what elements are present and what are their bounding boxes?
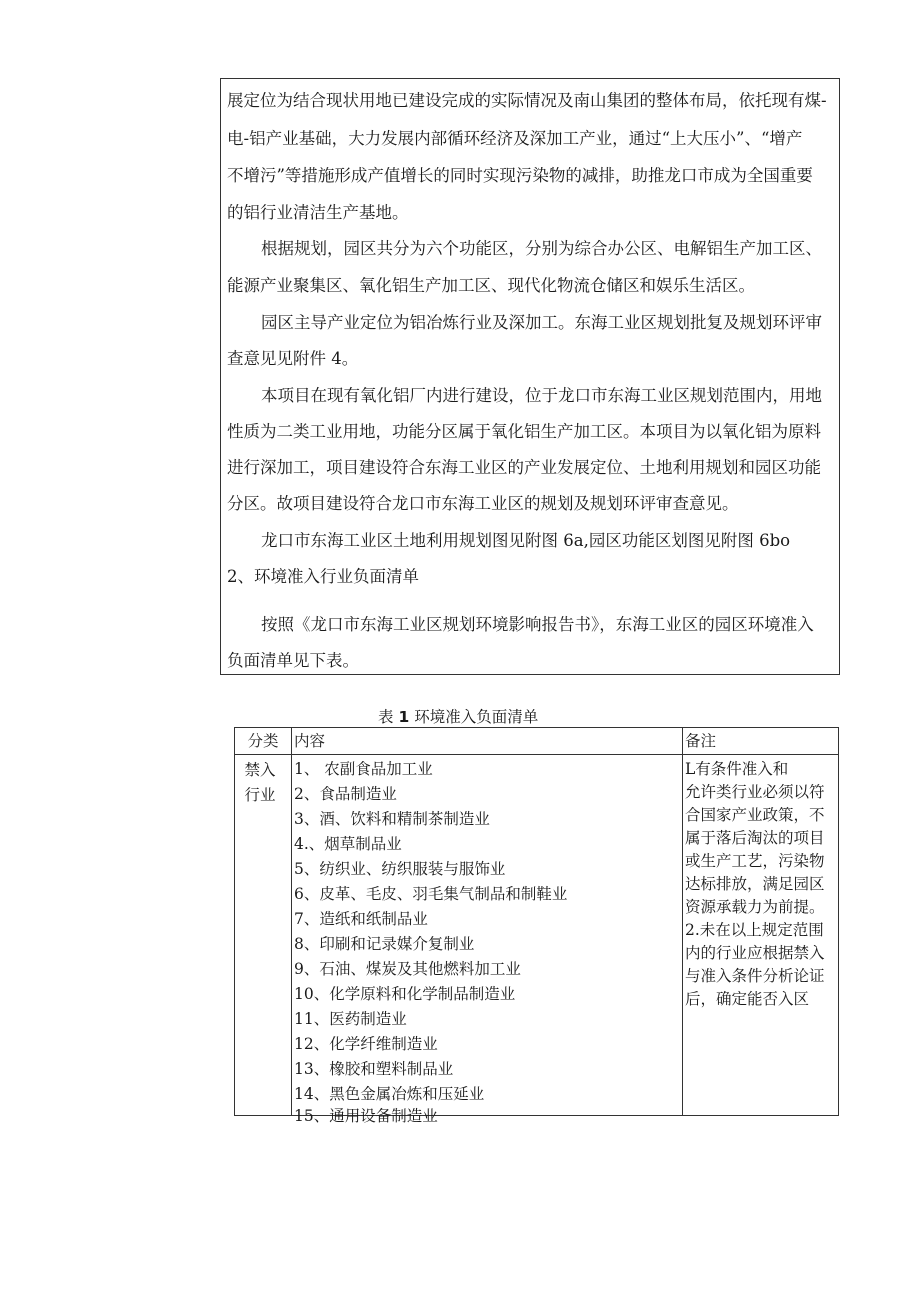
text-line: 分区。故项目建设符合龙口市东海工业区的规划及规划环评审查意见。 [227, 494, 739, 513]
text-box [220, 78, 840, 675]
list-item: 12、化学纤维制造业 [294, 1035, 438, 1053]
header-cell: 内容 [292, 728, 683, 755]
header-cell: 分类 [235, 728, 292, 755]
list-item: 9、石油、煤炭及其他燃料加工业 [294, 960, 521, 978]
text-line: 电-铝产业基础，大力发展内部循环经济及深加工产业，通过“上大压小”、“增产 [227, 129, 803, 148]
list-item: 11、医药制造业 [294, 1010, 407, 1028]
text-line: 不增污”等措施形成产值增长的同时实现污染物的减排，助推龙口市成为全国重要 [227, 166, 813, 185]
header-cell: 备注 [683, 728, 839, 755]
list-item: 10、化学原料和化学制品制造业 [294, 985, 516, 1003]
list-item: 1、 农副食品加工业 [294, 760, 433, 778]
text-line: 性质为二类工业用地，功能分区属于氧化铝生产加工区。本项目为以氧化铝为原料 [227, 422, 821, 441]
remark-line: 或生产工艺，污染物 [685, 852, 825, 870]
section-heading: 2、环境准入行业负面清单 [227, 567, 419, 586]
list-item: 5、纺织业、纺织服装与服饰业 [294, 860, 506, 878]
list-item: 13、橡胶和塑料制品业 [294, 1060, 454, 1078]
list-item: 14、黑色金属冶炼和压延业 [294, 1085, 485, 1103]
text-line: 的铝行业清洁生产基地。 [227, 203, 409, 222]
table-header-row [235, 728, 839, 755]
table-caption: 表 1 环境准入负面清单 [378, 708, 539, 726]
remark-line: 合国家产业政策，不 [685, 806, 825, 824]
remark-line: 允许类行业必须以符 [685, 783, 825, 801]
text-line: 园区主导产业定位为铝冶炼行业及深加工。东海工业区规划批复及规划环评审 [261, 313, 822, 332]
list-item: 4.、烟草制品业 [294, 835, 402, 853]
negative-list-table [234, 727, 839, 1125]
remarks-cell [683, 755, 839, 1116]
text-line: 按照《龙口市东海工业区规划环境影响报告书》，东海工业区的园区环境准入 [261, 615, 814, 634]
list-item: 8、印刷和记录媒介复制业 [294, 935, 475, 953]
category-cell [235, 755, 292, 1116]
text-line: 能源产业聚集区、氧化铝生产加工区、现代化物流仓储区和娱乐生活区。 [227, 276, 755, 295]
text-line: 展定位为结合现状用地已建设完成的实际情况及南山集团的整体布局，依托现有煤- [227, 91, 827, 110]
remark-line: 内的行业应根据禁入 [685, 944, 825, 962]
list-item: 15、通用设备制造业 [294, 1107, 438, 1125]
list-item: 3、酒、饮料和精制茶制造业 [294, 810, 490, 828]
remark-line: 资源承载力为前提。 [685, 898, 825, 916]
category-text: 禁入 行业 [244, 761, 276, 804]
remark-line: L有条件准入和 [685, 760, 789, 778]
remark-line: 2.未在以上规定范围 [685, 921, 824, 939]
remark-line: 属于落后淘汰的项目 [685, 829, 825, 847]
text-line: 本项目在现有氧化铝厂内进行建设，位于龙口市东海工业区规划范围内，用地 [261, 386, 822, 405]
text-line: 根据规划，园区共分为六个功能区，分别为综合办公区、电解铝生产加工区、 [261, 239, 822, 258]
text-line: 进行深加工，项目建设符合东海工业区的产业发展定位、土地利用规划和园区功能 [227, 458, 821, 477]
list-item: 6、皮革、毛皮、羽毛集气制品和制鞋业 [294, 885, 568, 903]
remark-line: 与准入条件分析论证 [685, 967, 825, 985]
table-row [235, 755, 839, 1116]
remark-line: 后，确定能否入区 [685, 990, 810, 1008]
list-item: 7、造纸和纸制品业 [294, 910, 428, 928]
text-line: 负面清单见下表。 [227, 651, 359, 670]
remark-line: 达标排放，满足园区 [685, 875, 825, 893]
content-cell [292, 755, 683, 1125]
list-item: 2、食品制造业 [294, 785, 397, 803]
text-line: 查意见见附件 4。 [227, 349, 359, 368]
text-line: 龙口市东海工业区土地利用规划图见附图 6a,园区功能区划图见附图 6bo [261, 531, 791, 550]
